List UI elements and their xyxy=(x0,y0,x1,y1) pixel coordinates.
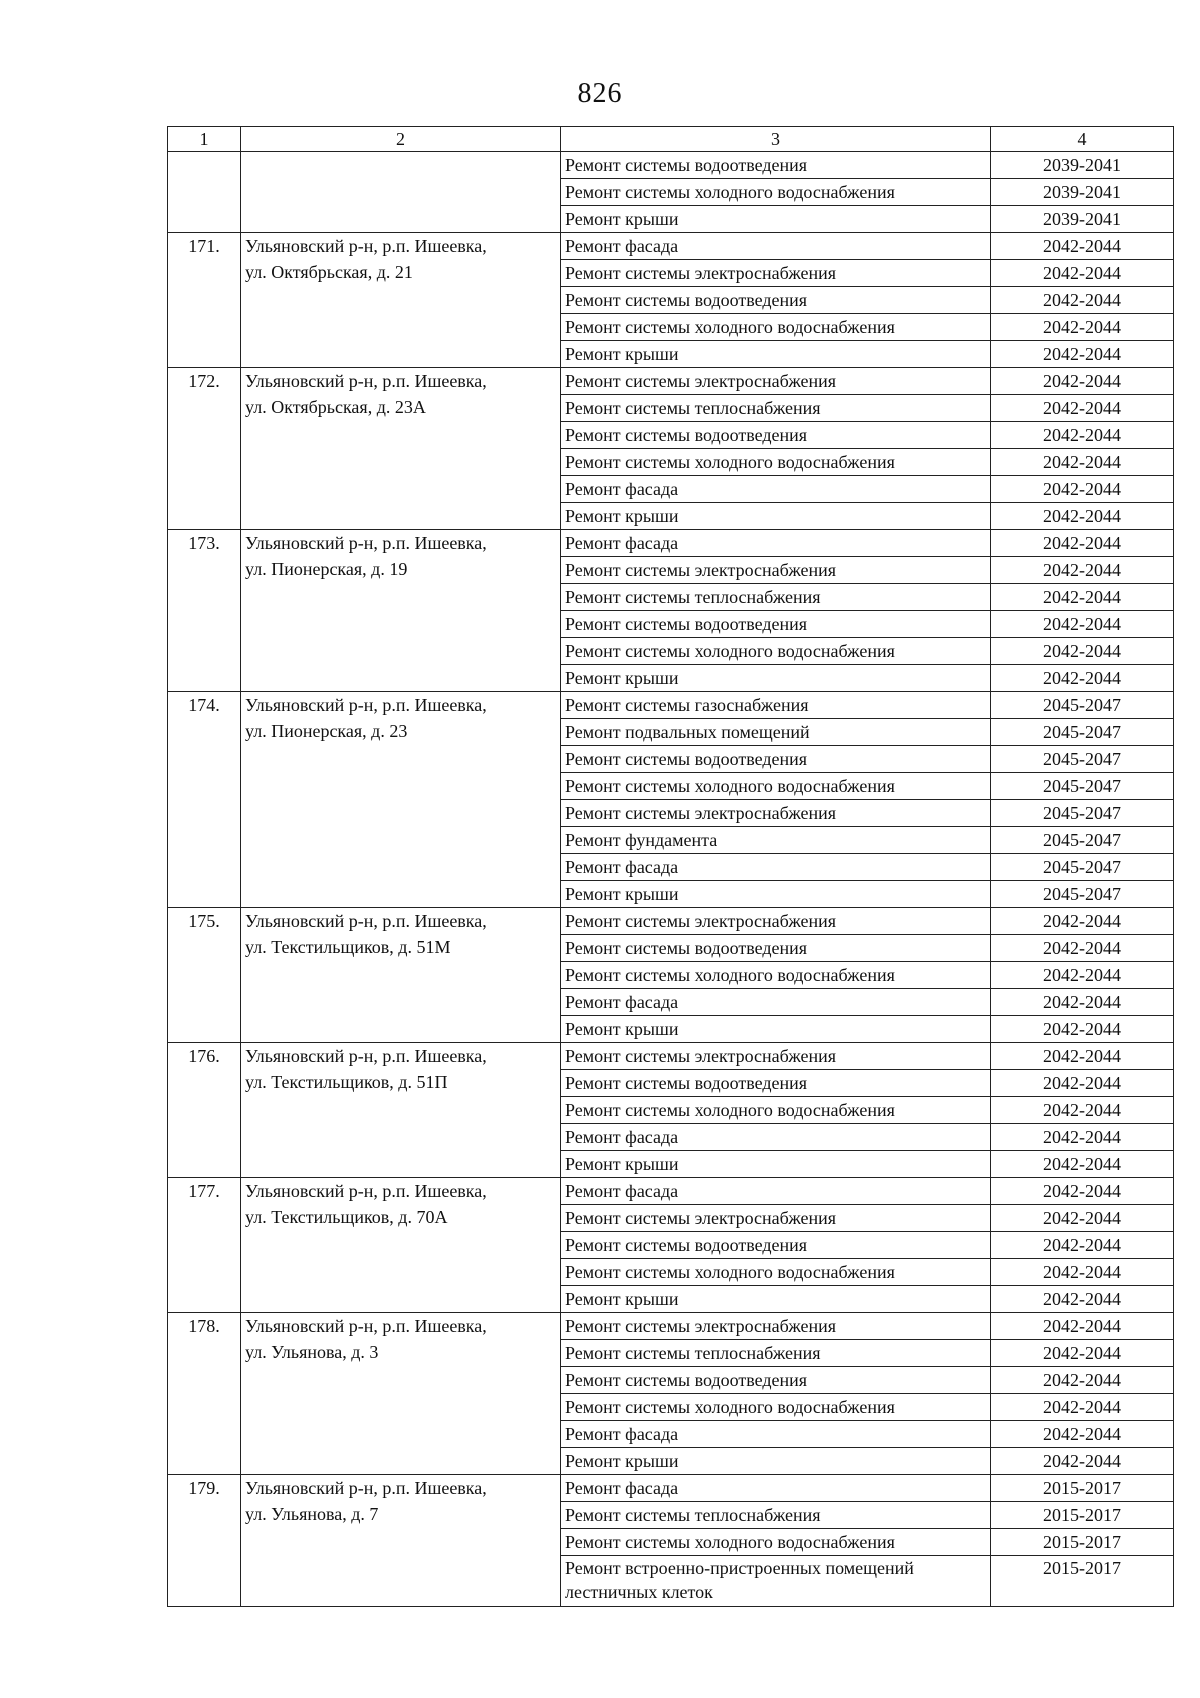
period-cell: 2042-2044 xyxy=(991,1151,1174,1178)
address-cell xyxy=(241,1313,561,1475)
period-cell: 2042-2044 xyxy=(991,314,1174,341)
work-type: Ремонт системы водоотведения xyxy=(565,1235,808,1255)
period-cell: 2042-2044 xyxy=(991,449,1174,476)
work-type-cell xyxy=(561,341,991,368)
period-cell: 2042-2044 xyxy=(991,1313,1174,1340)
work-type-cell xyxy=(561,422,991,449)
column-header-2: 2 xyxy=(241,127,561,152)
row-number: 179. xyxy=(168,1475,241,1607)
work-type-cell xyxy=(561,179,991,206)
work-type: Ремонт системы холодного водоснабжения xyxy=(565,317,895,337)
work-type: Ремонт фасада xyxy=(565,1424,679,1444)
period-cell: 2042-2044 xyxy=(991,989,1174,1016)
period-cell: 2015-2017 xyxy=(991,1529,1174,1556)
period-cell: 2042-2044 xyxy=(991,260,1174,287)
work-type-cell xyxy=(561,206,991,233)
period-cell: 2042-2044 xyxy=(991,638,1174,665)
work-type-cell xyxy=(561,584,991,611)
row-number: 174. xyxy=(168,692,241,908)
address-line-1: Ульяновский р-н, р.п. Ишеевка, xyxy=(245,1181,487,1201)
address-line-2: ул. Пионерская, д. 23 xyxy=(245,721,408,741)
page-number: 826 xyxy=(577,78,623,109)
work-type: Ремонт фасада xyxy=(565,992,679,1012)
row-number: 171. xyxy=(168,233,241,368)
work-type-cell xyxy=(561,1556,991,1607)
period-cell: 2042-2044 xyxy=(991,1286,1174,1313)
period-cell: 2042-2044 xyxy=(991,1448,1174,1475)
row-number: 175. xyxy=(168,908,241,1043)
work-type-cell xyxy=(561,503,991,530)
row-number: 172. xyxy=(168,368,241,530)
work-type-cell xyxy=(561,1151,991,1178)
work-type-cell xyxy=(561,665,991,692)
address-cell xyxy=(241,1043,561,1178)
table-row xyxy=(168,530,1174,557)
address-line-2: ул. Текстильщиков, д. 51М xyxy=(245,937,451,957)
work-type-cell xyxy=(561,1232,991,1259)
work-type-cell xyxy=(561,908,991,935)
row-number: 177. xyxy=(168,1178,241,1313)
work-type: Ремонт системы теплоснабжения xyxy=(565,398,821,418)
work-type: Ремонт системы водоотведения xyxy=(565,290,808,310)
work-type: Ремонт фасада xyxy=(565,533,679,553)
work-type: Ремонт фасада xyxy=(565,479,679,499)
period-cell: 2042-2044 xyxy=(991,1232,1174,1259)
period-cell: 2042-2044 xyxy=(991,287,1174,314)
work-type-cell xyxy=(561,1286,991,1313)
work-type: Ремонт системы холодного водоснабжения xyxy=(565,1397,895,1417)
period-cell: 2039-2041 xyxy=(991,179,1174,206)
table-row xyxy=(168,1313,1174,1340)
period-cell: 2042-2044 xyxy=(991,908,1174,935)
address-line-2: ул. Текстильщиков, д. 51П xyxy=(245,1072,448,1092)
address-line-1: Ульяновский р-н, р.п. Ишеевка, xyxy=(245,695,487,715)
work-type: Ремонт системы электроснабжения xyxy=(565,803,837,823)
address-cell xyxy=(241,368,561,530)
work-type: Ремонт системы холодного водоснабжения xyxy=(565,776,895,796)
period-cell: 2042-2044 xyxy=(991,1178,1174,1205)
work-type: Ремонт фасада xyxy=(565,236,679,256)
period-cell: 2042-2044 xyxy=(991,1070,1174,1097)
work-type: Ремонт системы водоотведения xyxy=(565,614,808,634)
work-type-cell xyxy=(561,1043,991,1070)
work-type-cell xyxy=(561,476,991,503)
work-type-cell xyxy=(561,827,991,854)
work-type: Ремонт крыши xyxy=(565,1019,679,1039)
table-row xyxy=(168,368,1174,395)
work-type-cell xyxy=(561,233,991,260)
work-type: Ремонт крыши xyxy=(565,1154,679,1174)
work-type-line-2: лестничных клеток xyxy=(565,1582,713,1602)
period-cell: 2042-2044 xyxy=(991,611,1174,638)
address-line-1: Ульяновский р-н, р.п. Ишеевка, xyxy=(245,236,487,256)
column-header-3: 3 xyxy=(561,127,991,152)
address-line-2: ул. Октябрьская, д. 23А xyxy=(245,397,426,417)
work-type-cell xyxy=(561,854,991,881)
work-type-cell xyxy=(561,314,991,341)
table-row xyxy=(168,233,1174,260)
period-cell: 2042-2044 xyxy=(991,1340,1174,1367)
work-type-cell xyxy=(561,1070,991,1097)
work-type-cell xyxy=(561,881,991,908)
work-type-cell xyxy=(561,638,991,665)
work-type: Ремонт системы электроснабжения xyxy=(565,560,837,580)
period-cell: 2042-2044 xyxy=(991,1259,1174,1286)
work-type: Ремонт системы электроснабжения xyxy=(565,1208,837,1228)
work-type-cell xyxy=(561,530,991,557)
row-number xyxy=(168,152,241,233)
work-type: Ремонт крыши xyxy=(565,1451,679,1471)
period-cell: 2042-2044 xyxy=(991,557,1174,584)
period-cell: 2042-2044 xyxy=(991,476,1174,503)
work-type-cell xyxy=(561,1124,991,1151)
work-type: Ремонт системы электроснабжения xyxy=(565,1046,837,1066)
address-cell xyxy=(241,692,561,908)
table-row xyxy=(168,1178,1174,1205)
address-cell xyxy=(241,152,561,233)
period-cell: 2045-2047 xyxy=(991,719,1174,746)
work-type: Ремонт системы электроснабжения xyxy=(565,371,837,391)
period-cell: 2042-2044 xyxy=(991,1016,1174,1043)
work-type: Ремонт крыши xyxy=(565,344,679,364)
work-type: Ремонт системы холодного водоснабжения xyxy=(565,452,895,472)
period-cell: 2045-2047 xyxy=(991,881,1174,908)
work-type: Ремонт системы холодного водоснабжения xyxy=(565,965,895,985)
work-type: Ремонт системы холодного водоснабжения xyxy=(565,1262,895,1282)
work-type: Ремонт фасада xyxy=(565,857,679,877)
work-type: Ремонт фасада xyxy=(565,1181,679,1201)
address-line-1: Ульяновский р-н, р.п. Ишеевка, xyxy=(245,1478,487,1498)
address-line-1: Ульяновский р-н, р.п. Ишеевка, xyxy=(245,1046,487,1066)
address-line-2: ул. Ульянова, д. 7 xyxy=(245,1504,379,1524)
work-type: Ремонт системы теплоснабжения xyxy=(565,587,821,607)
period-cell: 2042-2044 xyxy=(991,1205,1174,1232)
period-cell: 2042-2044 xyxy=(991,1043,1174,1070)
work-type-cell xyxy=(561,449,991,476)
period-cell: 2039-2041 xyxy=(991,152,1174,179)
work-type: Ремонт системы холодного водоснабжения xyxy=(565,641,895,661)
row-number: 176. xyxy=(168,1043,241,1178)
address-line-1: Ульяновский р-н, р.п. Ишеевка, xyxy=(245,533,487,553)
work-type: Ремонт встроенно-пристроенных помещений xyxy=(565,1558,914,1578)
period-cell: 2042-2044 xyxy=(991,395,1174,422)
work-type: Ремонт системы холодного водоснабжения xyxy=(565,182,895,202)
period-cell: 2042-2044 xyxy=(991,530,1174,557)
work-type: Ремонт системы водоотведения xyxy=(565,938,808,958)
work-type: Ремонт системы водоотведения xyxy=(565,749,808,769)
period-cell: 2042-2044 xyxy=(991,665,1174,692)
work-type-cell xyxy=(561,1313,991,1340)
work-type-cell xyxy=(561,1205,991,1232)
work-type-cell xyxy=(561,557,991,584)
work-type-cell xyxy=(561,719,991,746)
work-type-cell xyxy=(561,1178,991,1205)
work-type-cell xyxy=(561,692,991,719)
period-cell: 2045-2047 xyxy=(991,827,1174,854)
address-line-1: Ульяновский р-н, р.п. Ишеевка, xyxy=(245,911,487,931)
period-cell: 2042-2044 xyxy=(991,368,1174,395)
period-cell: 2015-2017 xyxy=(991,1475,1174,1502)
address-cell xyxy=(241,908,561,1043)
work-type: Ремонт крыши xyxy=(565,668,679,688)
work-type-cell xyxy=(561,611,991,638)
work-type: Ремонт системы электроснабжения xyxy=(565,911,837,931)
period-cell: 2015-2017 xyxy=(991,1502,1174,1529)
work-type-cell xyxy=(561,1421,991,1448)
work-type-cell xyxy=(561,1097,991,1124)
repair-schedule-table xyxy=(167,126,1174,1607)
work-type-cell xyxy=(561,1475,991,1502)
period-cell: 2042-2044 xyxy=(991,935,1174,962)
column-header-1: 1 xyxy=(168,127,241,152)
work-type: Ремонт крыши xyxy=(565,884,679,904)
work-type: Ремонт крыши xyxy=(565,506,679,526)
row-number: 173. xyxy=(168,530,241,692)
work-type: Ремонт подвальных помещений xyxy=(565,722,810,742)
period-cell: 2042-2044 xyxy=(991,422,1174,449)
work-type: Ремонт системы холодного водоснабжения xyxy=(565,1532,895,1552)
period-cell: 2042-2044 xyxy=(991,1124,1174,1151)
table-row xyxy=(168,1043,1174,1070)
work-type-cell xyxy=(561,989,991,1016)
work-type-cell xyxy=(561,800,991,827)
period-cell: 2042-2044 xyxy=(991,341,1174,368)
table-row xyxy=(168,152,1174,179)
work-type-cell xyxy=(561,1502,991,1529)
row-number: 178. xyxy=(168,1313,241,1475)
work-type: Ремонт системы электроснабжения xyxy=(565,1316,837,1336)
work-type-cell xyxy=(561,395,991,422)
work-type: Ремонт крыши xyxy=(565,1289,679,1309)
work-type: Ремонт системы газоснабжения xyxy=(565,695,809,715)
work-type: Ремонт системы водоотведения xyxy=(565,425,808,445)
period-cell: 2039-2041 xyxy=(991,206,1174,233)
period-cell: 2042-2044 xyxy=(991,1367,1174,1394)
work-type-cell xyxy=(561,935,991,962)
address-cell xyxy=(241,1475,561,1607)
address-cell xyxy=(241,530,561,692)
work-type: Ремонт системы теплоснабжения xyxy=(565,1343,821,1363)
period-cell: 2045-2047 xyxy=(991,854,1174,881)
work-type: Ремонт системы водоотведения xyxy=(565,1073,808,1093)
work-type: Ремонт системы теплоснабжения xyxy=(565,1505,821,1525)
table-row xyxy=(168,908,1174,935)
work-type-cell xyxy=(561,1016,991,1043)
period-cell: 2045-2047 xyxy=(991,692,1174,719)
period-cell: 2042-2044 xyxy=(991,1097,1174,1124)
period-cell: 2015-2017 xyxy=(991,1556,1174,1607)
work-type-cell xyxy=(561,1367,991,1394)
period-cell: 2045-2047 xyxy=(991,773,1174,800)
period-cell: 2042-2044 xyxy=(991,1421,1174,1448)
period-cell: 2042-2044 xyxy=(991,233,1174,260)
period-cell: 2045-2047 xyxy=(991,800,1174,827)
column-header-4: 4 xyxy=(991,127,1174,152)
work-type-cell xyxy=(561,1448,991,1475)
address-line-1: Ульяновский р-н, р.п. Ишеевка, xyxy=(245,371,487,391)
work-type-cell xyxy=(561,1259,991,1286)
work-type: Ремонт системы электроснабжения xyxy=(565,263,837,283)
work-type-cell xyxy=(561,773,991,800)
work-type: Ремонт фасада xyxy=(565,1127,679,1147)
work-type-cell xyxy=(561,962,991,989)
address-line-2: ул. Октябрьская, д. 21 xyxy=(245,262,413,282)
work-type-cell xyxy=(561,1529,991,1556)
address-line-2: ул. Пионерская, д. 19 xyxy=(245,559,408,579)
period-cell: 2042-2044 xyxy=(991,1394,1174,1421)
period-cell: 2042-2044 xyxy=(991,584,1174,611)
work-type: Ремонт системы холодного водоснабжения xyxy=(565,1100,895,1120)
address-cell xyxy=(241,233,561,368)
address-line-2: ул. Ульянова, д. 3 xyxy=(245,1342,379,1362)
work-type-cell xyxy=(561,287,991,314)
table-header-row xyxy=(168,127,1174,152)
address-line-1: Ульяновский р-н, р.п. Ишеевка, xyxy=(245,1316,487,1336)
work-type-cell xyxy=(561,368,991,395)
period-cell: 2042-2044 xyxy=(991,503,1174,530)
work-type: Ремонт фундамента xyxy=(565,830,718,850)
period-cell: 2045-2047 xyxy=(991,746,1174,773)
work-type: Ремонт системы водоотведения xyxy=(565,1370,808,1390)
work-type: Ремонт крыши xyxy=(565,209,679,229)
work-type-cell xyxy=(561,260,991,287)
work-type-cell xyxy=(561,1394,991,1421)
work-type-cell xyxy=(561,152,991,179)
work-type-cell xyxy=(561,746,991,773)
table-body xyxy=(168,127,1174,1607)
address-cell xyxy=(241,1178,561,1313)
table-row xyxy=(168,692,1174,719)
address-line-2: ул. Текстильщиков, д. 70А xyxy=(245,1207,448,1227)
period-cell: 2042-2044 xyxy=(991,962,1174,989)
work-type: Ремонт фасада xyxy=(565,1478,679,1498)
work-type: Ремонт системы водоотведения xyxy=(565,155,808,175)
work-type-cell xyxy=(561,1340,991,1367)
table-row xyxy=(168,1475,1174,1502)
